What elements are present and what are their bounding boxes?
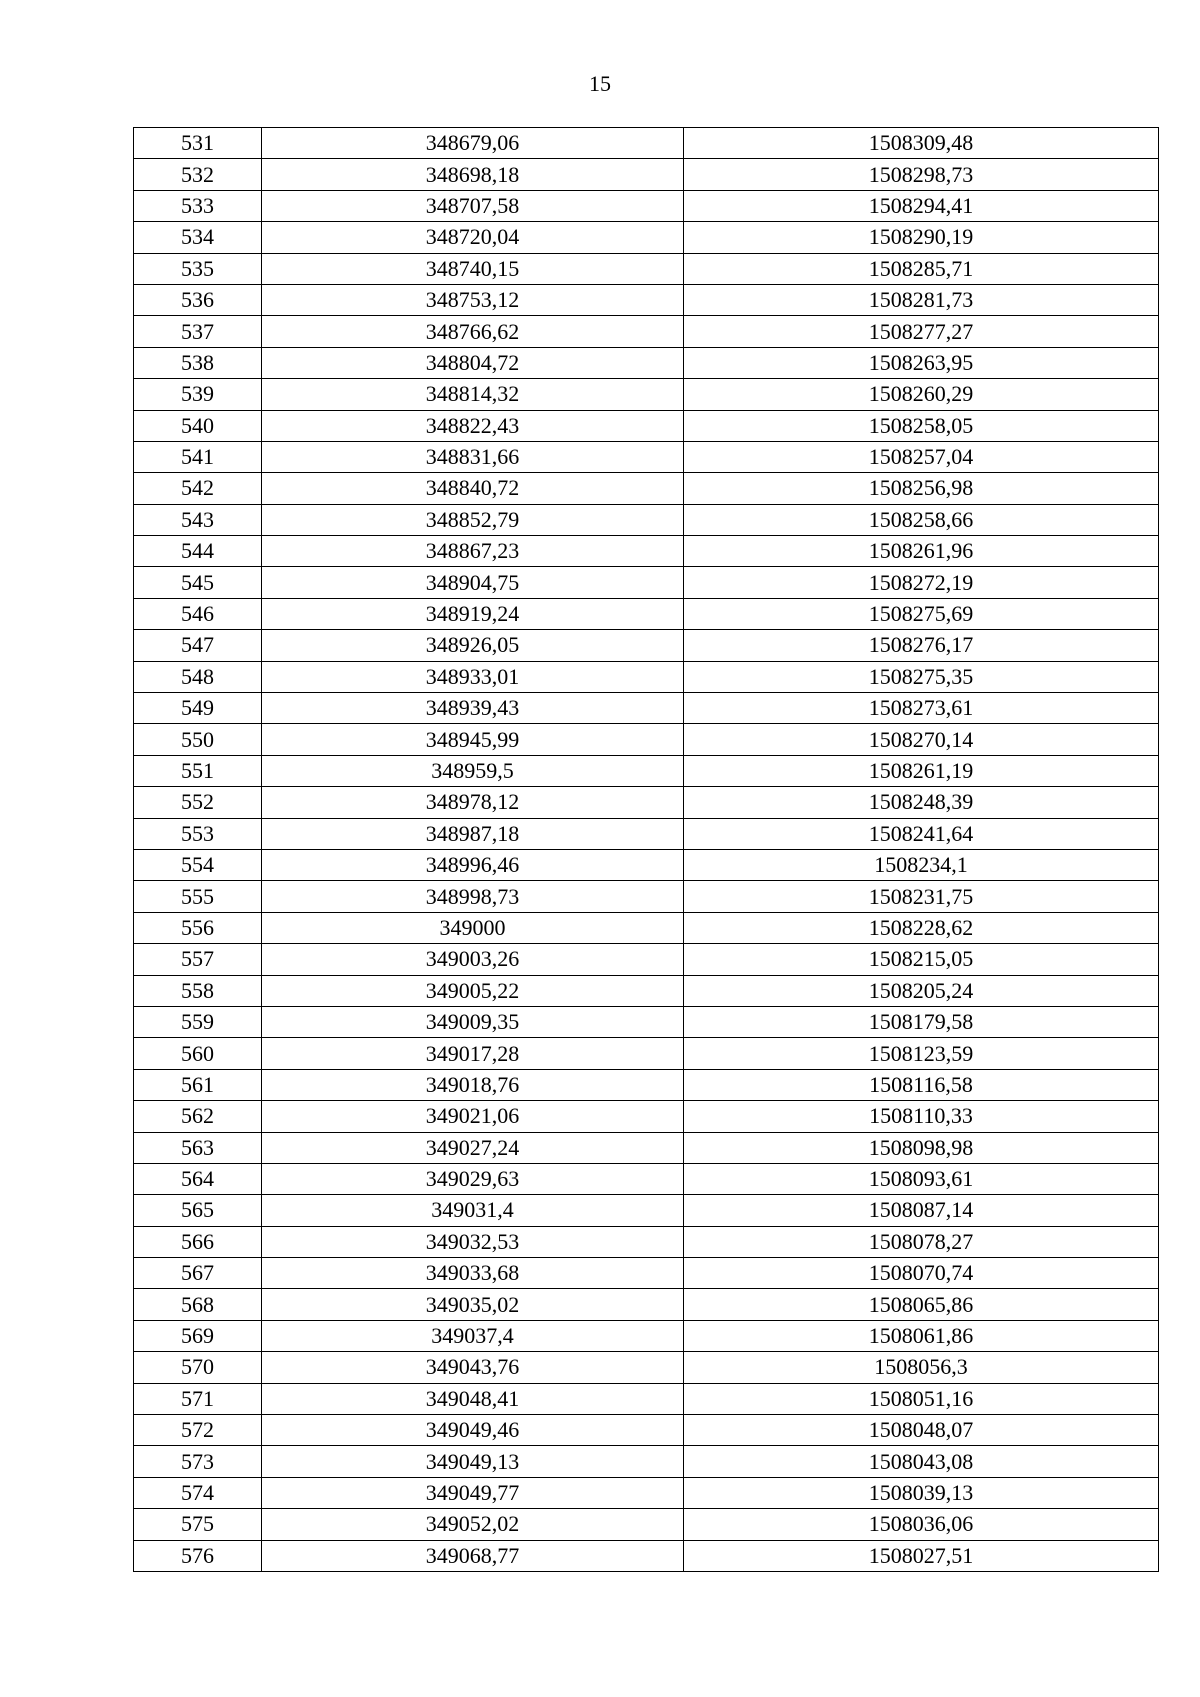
- coordinates-table: [133, 127, 1159, 1572]
- y-coordinate-cell: 1508270,14: [684, 724, 1159, 755]
- point-number-cell: 549: [134, 693, 262, 724]
- y-coordinate-cell: 1508277,27: [684, 316, 1159, 347]
- x-coordinate-cell: 348919,24: [262, 598, 684, 629]
- point-number-cell: 531: [134, 128, 262, 159]
- x-coordinate-cell: 349049,13: [262, 1446, 684, 1477]
- table-row: [134, 724, 1159, 755]
- point-number-cell: 548: [134, 661, 262, 692]
- y-coordinate-cell: 1508043,08: [684, 1446, 1159, 1477]
- x-coordinate-cell: 349009,35: [262, 1006, 684, 1037]
- x-coordinate-cell: 349035,02: [262, 1289, 684, 1320]
- x-coordinate-cell: 348814,32: [262, 379, 684, 410]
- y-coordinate-cell: 1508294,41: [684, 190, 1159, 221]
- point-number-cell: 551: [134, 755, 262, 786]
- point-number-cell: 561: [134, 1069, 262, 1100]
- x-coordinate-cell: 349052,02: [262, 1509, 684, 1540]
- x-coordinate-cell: 348753,12: [262, 284, 684, 315]
- y-coordinate-cell: 1508110,33: [684, 1101, 1159, 1132]
- point-number-cell: 565: [134, 1195, 262, 1226]
- point-number-cell: 553: [134, 818, 262, 849]
- table-row: [134, 630, 1159, 661]
- table-row: [134, 598, 1159, 629]
- x-coordinate-cell: 348840,72: [262, 473, 684, 504]
- point-number-cell: 562: [134, 1101, 262, 1132]
- y-coordinate-cell: 1508116,58: [684, 1069, 1159, 1100]
- point-number-cell: 573: [134, 1446, 262, 1477]
- point-number-cell: 566: [134, 1226, 262, 1257]
- point-number-cell: 556: [134, 912, 262, 943]
- table-row: [134, 1006, 1159, 1037]
- point-number-cell: 555: [134, 881, 262, 912]
- x-coordinate-cell: 348998,73: [262, 881, 684, 912]
- point-number-cell: 552: [134, 787, 262, 818]
- point-number-cell: 539: [134, 379, 262, 410]
- table-row: [134, 1069, 1159, 1100]
- y-coordinate-cell: 1508205,24: [684, 975, 1159, 1006]
- point-number-cell: 574: [134, 1477, 262, 1508]
- y-coordinate-cell: 1508258,66: [684, 504, 1159, 535]
- point-number-cell: 535: [134, 253, 262, 284]
- x-coordinate-cell: 348804,72: [262, 347, 684, 378]
- x-coordinate-cell: 348996,46: [262, 849, 684, 880]
- y-coordinate-cell: 1508179,58: [684, 1006, 1159, 1037]
- y-coordinate-cell: 1508093,61: [684, 1163, 1159, 1194]
- y-coordinate-cell: 1508056,3: [684, 1352, 1159, 1383]
- table-row: [134, 536, 1159, 567]
- y-coordinate-cell: 1508275,69: [684, 598, 1159, 629]
- y-coordinate-cell: 1508036,06: [684, 1509, 1159, 1540]
- table-row: [134, 1226, 1159, 1257]
- point-number-cell: 533: [134, 190, 262, 221]
- x-coordinate-cell: 349017,28: [262, 1038, 684, 1069]
- x-coordinate-cell: 349021,06: [262, 1101, 684, 1132]
- point-number-cell: 569: [134, 1320, 262, 1351]
- y-coordinate-cell: 1508257,04: [684, 441, 1159, 472]
- y-coordinate-cell: 1508061,86: [684, 1320, 1159, 1351]
- point-number-cell: 554: [134, 849, 262, 880]
- table-row: [134, 410, 1159, 441]
- table-row: [134, 818, 1159, 849]
- table-row: [134, 1258, 1159, 1289]
- y-coordinate-cell: 1508087,14: [684, 1195, 1159, 1226]
- x-coordinate-cell: 348945,99: [262, 724, 684, 755]
- point-number-cell: 544: [134, 536, 262, 567]
- point-number-cell: 567: [134, 1258, 262, 1289]
- y-coordinate-cell: 1508261,96: [684, 536, 1159, 567]
- y-coordinate-cell: 1508098,98: [684, 1132, 1159, 1163]
- y-coordinate-cell: 1508261,19: [684, 755, 1159, 786]
- table-row: [134, 1195, 1159, 1226]
- table-row: [134, 975, 1159, 1006]
- table-row: [134, 159, 1159, 190]
- x-coordinate-cell: 348707,58: [262, 190, 684, 221]
- table-row: [134, 849, 1159, 880]
- y-coordinate-cell: 1508275,35: [684, 661, 1159, 692]
- x-coordinate-cell: 348867,23: [262, 536, 684, 567]
- table-row: [134, 1509, 1159, 1540]
- y-coordinate-cell: 1508290,19: [684, 222, 1159, 253]
- table-row: [134, 693, 1159, 724]
- table-row: [134, 1352, 1159, 1383]
- y-coordinate-cell: 1508070,74: [684, 1258, 1159, 1289]
- table-row: [134, 1289, 1159, 1320]
- x-coordinate-cell: 348959,5: [262, 755, 684, 786]
- y-coordinate-cell: 1508260,29: [684, 379, 1159, 410]
- x-coordinate-cell: 349048,41: [262, 1383, 684, 1414]
- point-number-cell: 564: [134, 1163, 262, 1194]
- x-coordinate-cell: 349049,46: [262, 1415, 684, 1446]
- x-coordinate-cell: 348822,43: [262, 410, 684, 441]
- point-number-cell: 543: [134, 504, 262, 535]
- x-coordinate-cell: 348720,04: [262, 222, 684, 253]
- table-row: [134, 1477, 1159, 1508]
- y-coordinate-cell: 1508065,86: [684, 1289, 1159, 1320]
- y-coordinate-cell: 1508234,1: [684, 849, 1159, 880]
- table-row: [134, 441, 1159, 472]
- x-coordinate-cell: 348987,18: [262, 818, 684, 849]
- table-row: [134, 190, 1159, 221]
- x-coordinate-cell: 348926,05: [262, 630, 684, 661]
- point-number-cell: 545: [134, 567, 262, 598]
- y-coordinate-cell: 1508231,75: [684, 881, 1159, 912]
- table-row: [134, 1320, 1159, 1351]
- y-coordinate-cell: 1508027,51: [684, 1540, 1159, 1571]
- coordinates-table-body: [134, 128, 1159, 1572]
- table-row: [134, 316, 1159, 347]
- y-coordinate-cell: 1508273,61: [684, 693, 1159, 724]
- table-row: [134, 661, 1159, 692]
- x-coordinate-cell: 349068,77: [262, 1540, 684, 1571]
- y-coordinate-cell: 1508298,73: [684, 159, 1159, 190]
- point-number-cell: 576: [134, 1540, 262, 1571]
- point-number-cell: 537: [134, 316, 262, 347]
- x-coordinate-cell: 349000: [262, 912, 684, 943]
- table-row: [134, 284, 1159, 315]
- x-coordinate-cell: 349029,63: [262, 1163, 684, 1194]
- y-coordinate-cell: 1508258,05: [684, 410, 1159, 441]
- x-coordinate-cell: 348904,75: [262, 567, 684, 598]
- point-number-cell: 557: [134, 944, 262, 975]
- table-row: [134, 567, 1159, 598]
- y-coordinate-cell: 1508276,17: [684, 630, 1159, 661]
- table-row: [134, 347, 1159, 378]
- point-number-cell: 568: [134, 1289, 262, 1320]
- x-coordinate-cell: 348852,79: [262, 504, 684, 535]
- x-coordinate-cell: 349003,26: [262, 944, 684, 975]
- y-coordinate-cell: 1508248,39: [684, 787, 1159, 818]
- page-number: 15: [589, 71, 611, 96]
- point-number-cell: 571: [134, 1383, 262, 1414]
- table-row: [134, 473, 1159, 504]
- table-row: [134, 1132, 1159, 1163]
- y-coordinate-cell: 1508123,59: [684, 1038, 1159, 1069]
- x-coordinate-cell: 348766,62: [262, 316, 684, 347]
- x-coordinate-cell: 349037,4: [262, 1320, 684, 1351]
- x-coordinate-cell: 349032,53: [262, 1226, 684, 1257]
- point-number-cell: 532: [134, 159, 262, 190]
- x-coordinate-cell: 348679,06: [262, 128, 684, 159]
- x-coordinate-cell: 349031,4: [262, 1195, 684, 1226]
- table-row: [134, 1415, 1159, 1446]
- point-number-cell: 534: [134, 222, 262, 253]
- y-coordinate-cell: 1508285,71: [684, 253, 1159, 284]
- x-coordinate-cell: 348831,66: [262, 441, 684, 472]
- y-coordinate-cell: 1508281,73: [684, 284, 1159, 315]
- table-row: [134, 944, 1159, 975]
- table-row: [134, 912, 1159, 943]
- y-coordinate-cell: 1508228,62: [684, 912, 1159, 943]
- point-number-cell: 558: [134, 975, 262, 1006]
- point-number-cell: 570: [134, 1352, 262, 1383]
- table-row: [134, 222, 1159, 253]
- point-number-cell: 546: [134, 598, 262, 629]
- y-coordinate-cell: 1508039,13: [684, 1477, 1159, 1508]
- point-number-cell: 547: [134, 630, 262, 661]
- x-coordinate-cell: 348740,15: [262, 253, 684, 284]
- table-row: [134, 504, 1159, 535]
- table-row: [134, 1540, 1159, 1571]
- point-number-cell: 572: [134, 1415, 262, 1446]
- x-coordinate-cell: 349018,76: [262, 1069, 684, 1100]
- table-row: [134, 1163, 1159, 1194]
- point-number-cell: 542: [134, 473, 262, 504]
- table-row: [134, 755, 1159, 786]
- table-row: [134, 1038, 1159, 1069]
- x-coordinate-cell: 349027,24: [262, 1132, 684, 1163]
- point-number-cell: 575: [134, 1509, 262, 1540]
- table-row: [134, 379, 1159, 410]
- table-row: [134, 1446, 1159, 1477]
- point-number-cell: 540: [134, 410, 262, 441]
- point-number-cell: 563: [134, 1132, 262, 1163]
- y-coordinate-cell: 1508256,98: [684, 473, 1159, 504]
- x-coordinate-cell: 349043,76: [262, 1352, 684, 1383]
- x-coordinate-cell: 348698,18: [262, 159, 684, 190]
- point-number-cell: 538: [134, 347, 262, 378]
- table-row: [134, 1383, 1159, 1414]
- x-coordinate-cell: 349033,68: [262, 1258, 684, 1289]
- x-coordinate-cell: 348978,12: [262, 787, 684, 818]
- x-coordinate-cell: 348933,01: [262, 661, 684, 692]
- y-coordinate-cell: 1508051,16: [684, 1383, 1159, 1414]
- y-coordinate-cell: 1508048,07: [684, 1415, 1159, 1446]
- y-coordinate-cell: 1508309,48: [684, 128, 1159, 159]
- table-row: [134, 787, 1159, 818]
- point-number-cell: 560: [134, 1038, 262, 1069]
- table-row: [134, 253, 1159, 284]
- table-row: [134, 881, 1159, 912]
- point-number-cell: 559: [134, 1006, 262, 1037]
- x-coordinate-cell: 349049,77: [262, 1477, 684, 1508]
- point-number-cell: 541: [134, 441, 262, 472]
- table-row: [134, 1101, 1159, 1132]
- y-coordinate-cell: 1508272,19: [684, 567, 1159, 598]
- y-coordinate-cell: 1508078,27: [684, 1226, 1159, 1257]
- x-coordinate-cell: 349005,22: [262, 975, 684, 1006]
- table-row: [134, 128, 1159, 159]
- y-coordinate-cell: 1508241,64: [684, 818, 1159, 849]
- y-coordinate-cell: 1508263,95: [684, 347, 1159, 378]
- point-number-cell: 550: [134, 724, 262, 755]
- point-number-cell: 536: [134, 284, 262, 315]
- x-coordinate-cell: 348939,43: [262, 693, 684, 724]
- y-coordinate-cell: 1508215,05: [684, 944, 1159, 975]
